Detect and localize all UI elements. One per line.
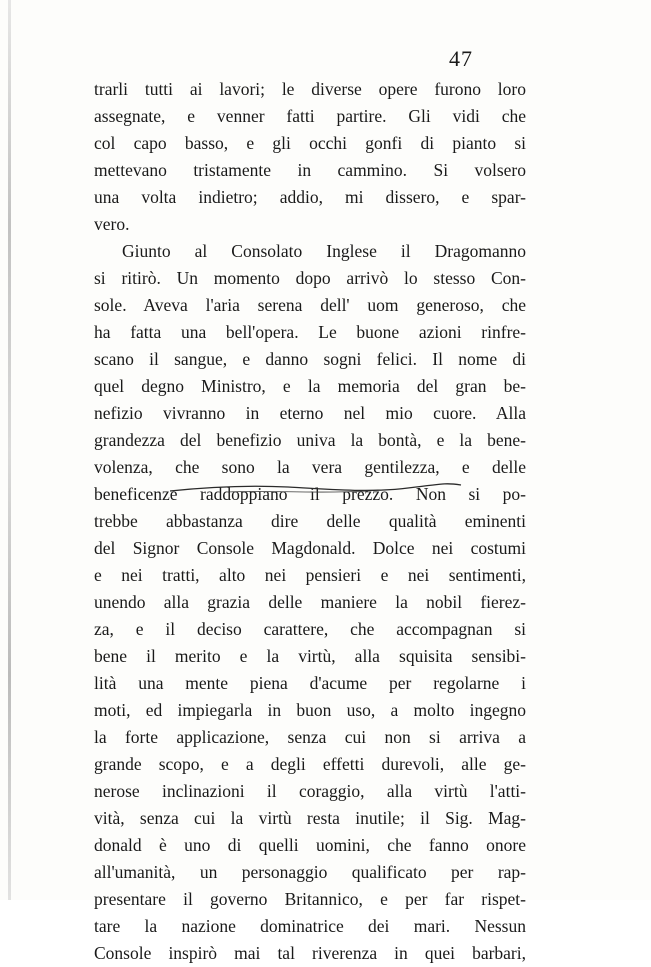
text-line: lità una mente piena d'acume per regolarne i (94, 673, 526, 693)
text-line: nefizio vivranno in eterno nel mio cuore. Alla (94, 403, 526, 423)
text-line: presentare il governo Britannico, e per far rispet- (94, 889, 526, 909)
binding-edge (8, 0, 11, 900)
text-line: za, e il deciso carattere, che accompagnan si (94, 619, 526, 639)
text-line: all'umanità, un personaggio qualificato per rap- (94, 862, 526, 882)
text-line: assegnate, e venner fatti partire. Gli vidi che (94, 106, 526, 126)
text-line: e nei tratti, alto nei pensieri e nei sentimenti, (94, 565, 526, 585)
text-line: nerose inclinazioni il coraggio, alla virtù l'atti- (94, 781, 526, 801)
text-line: mettevano tristamente in cammino. Si volsero (94, 160, 526, 180)
text-line: unendo alla grazia delle maniere la nobil fierez- (94, 592, 526, 612)
text-line: beneficenze raddoppiano il prezzo. Non si po- (94, 484, 526, 504)
text-line: vero. (94, 214, 130, 234)
text-line: bene il merito e la virtù, alla squisita sensibi- (94, 646, 526, 666)
text-line: sole. Aveva l'aria serena dell' uom generoso, che (94, 295, 526, 315)
text-line: del Signor Console Magdonald. Dolce nei costumi (94, 538, 526, 558)
text-line: trarli tutti ai lavori; le diverse opere furono loro (94, 79, 526, 99)
text-line: quel degno Ministro, e la memoria del gran be- (94, 376, 526, 396)
text-line: vità, senza cui la virtù resta inutile; il Sig. Mag- (94, 808, 526, 828)
text-line: trebbe abbastanza dire delle qualità eminenti (94, 511, 526, 531)
text-line: si ritirò. Un momento dopo arrivò lo stesso Con- (94, 268, 526, 288)
text-line: moti, ed impiegarla in buon uso, a molto ingegno (94, 700, 526, 720)
text-line: tare la nazione dominatrice dei mari. Nessun (94, 916, 526, 936)
text-line: Giunto al Consolato Inglese il Dragomanno (122, 241, 526, 261)
text-line: grandezza del benefizio univa la bontà, e la bene- (94, 430, 526, 450)
text-line: scano il sangue, e danno sogni felici. Il nome di (94, 349, 526, 369)
body-text (94, 76, 526, 967)
page-number: 47 (449, 46, 473, 71)
text-line: Console inspirò mai tal riverenza in quei barbari, (94, 943, 526, 963)
text-line: ha fatta una bell'opera. Le buone azioni rinfre- (94, 322, 526, 342)
text-line: grande scopo, e a degli effetti durevoli, alle ge- (94, 754, 526, 774)
text-line: col capo basso, e gli occhi gonfi di pianto si (94, 133, 526, 153)
text-line: volenza, che sono la vera gentilezza, e delle (94, 457, 526, 477)
text-line: una volta indietro; addio, mi dissero, e spar- (94, 187, 526, 207)
text-line: la forte applicazione, senza cui non si arriva a (94, 727, 526, 747)
text-line: donald è uno di quelli uomini, che fanno onore (94, 835, 526, 855)
